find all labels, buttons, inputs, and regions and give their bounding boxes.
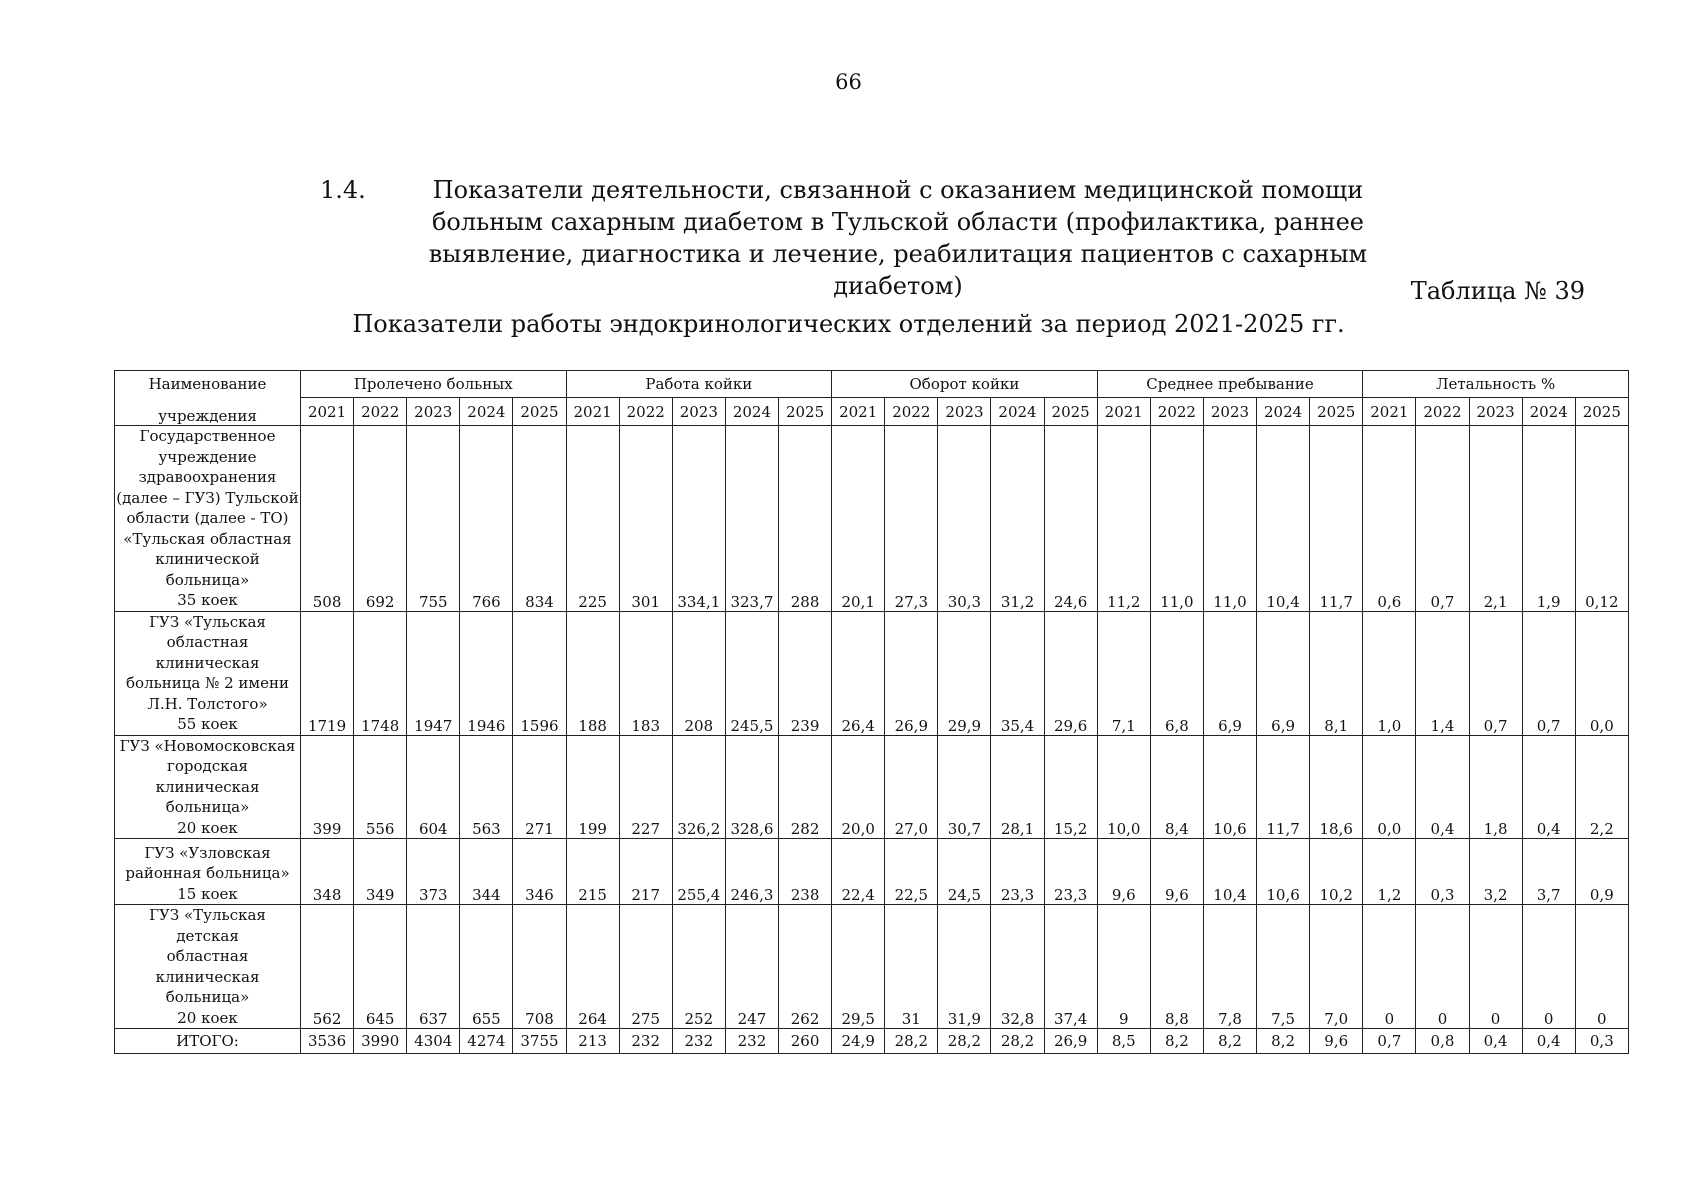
value-cell: 239 (778, 611, 831, 735)
value-cell: 1719 (301, 611, 354, 735)
year-header: 2024 (460, 398, 513, 426)
value-cell: 0,12 (1575, 426, 1628, 612)
value-cell: 349 (354, 839, 407, 905)
year-header: 2021 (301, 398, 354, 426)
table-caption: Показатели работы эндокринологических отделений за период 2021-2025 гг. (352, 310, 1345, 338)
value-cell: 0,4 (1522, 735, 1575, 839)
table-row (115, 611, 1629, 735)
value-cell: 10,6 (1257, 839, 1310, 905)
value-cell: 604 (407, 735, 460, 839)
value-cell: 245,5 (725, 611, 778, 735)
value-cell: 246,3 (725, 839, 778, 905)
value-cell: 10,4 (1203, 839, 1256, 905)
value-cell: 255,4 (672, 839, 725, 905)
value-cell: 22,5 (885, 839, 938, 905)
value-cell: 645 (354, 905, 407, 1029)
total-value-cell: 213 (566, 1029, 619, 1054)
value-cell: 26,9 (885, 611, 938, 735)
year-header: 2022 (619, 398, 672, 426)
value-cell: 1748 (354, 611, 407, 735)
total-value-cell: 8,2 (1203, 1029, 1256, 1054)
value-cell: 563 (460, 735, 513, 839)
value-cell: 8,1 (1310, 611, 1363, 735)
value-cell: 11,7 (1310, 426, 1363, 612)
institution-name-cell: ГУЗ «Узловская районная больница» 15 коек (115, 839, 301, 905)
year-header: 2021 (832, 398, 885, 426)
value-cell: 834 (513, 426, 566, 612)
value-cell: 1,4 (1416, 611, 1469, 735)
value-cell: 11,0 (1203, 426, 1256, 612)
value-cell: 8,4 (1150, 735, 1203, 839)
value-cell: 31,2 (991, 426, 1044, 612)
value-cell: 215 (566, 839, 619, 905)
year-header: 2023 (1203, 398, 1256, 426)
value-cell: 0 (1522, 905, 1575, 1029)
value-cell: 348 (301, 839, 354, 905)
value-cell: 183 (619, 611, 672, 735)
year-header: 2023 (938, 398, 991, 426)
total-value-cell: 28,2 (991, 1029, 1044, 1054)
value-cell: 708 (513, 905, 566, 1029)
year-header: 2024 (725, 398, 778, 426)
value-cell: 10,0 (1097, 735, 1150, 839)
value-cell: 9,6 (1150, 839, 1203, 905)
total-value-cell: 28,2 (885, 1029, 938, 1054)
institution-header-bottom: учреждения (158, 407, 257, 425)
value-cell: 0,6 (1363, 426, 1416, 612)
total-value-cell: 9,6 (1310, 1029, 1363, 1054)
institution-name-cell: ГУЗ «Тульская областная клиническая больница № 2 имени Л.Н. Толстого» 55 коек (115, 611, 301, 735)
value-cell: 399 (301, 735, 354, 839)
year-header: 2025 (778, 398, 831, 426)
table-group-header-row (115, 371, 1629, 398)
year-header: 2024 (1257, 398, 1310, 426)
value-cell: 28,1 (991, 735, 1044, 839)
value-cell: 238 (778, 839, 831, 905)
value-cell: 35,4 (991, 611, 1044, 735)
value-cell: 7,8 (1203, 905, 1256, 1029)
value-cell: 18,6 (1310, 735, 1363, 839)
value-cell: 282 (778, 735, 831, 839)
value-cell: 9,6 (1097, 839, 1150, 905)
year-header: 2022 (354, 398, 407, 426)
value-cell: 692 (354, 426, 407, 612)
year-header: 2022 (1416, 398, 1469, 426)
value-cell: 0 (1363, 905, 1416, 1029)
table-body (115, 426, 1629, 1054)
value-cell: 20,0 (832, 735, 885, 839)
value-cell: 0,7 (1416, 426, 1469, 612)
value-cell: 0,3 (1416, 839, 1469, 905)
section-heading (320, 174, 1400, 302)
value-cell: 10,2 (1310, 839, 1363, 905)
year-header: 2025 (513, 398, 566, 426)
total-value-cell: 4304 (407, 1029, 460, 1054)
value-cell: 1946 (460, 611, 513, 735)
value-cell: 32,8 (991, 905, 1044, 1029)
value-cell: 755 (407, 426, 460, 612)
total-value-cell: 0,4 (1522, 1029, 1575, 1054)
value-cell: 217 (619, 839, 672, 905)
total-label: ИТОГО: (115, 1029, 301, 1054)
value-cell: 23,3 (1044, 839, 1097, 905)
total-value-cell: 232 (725, 1029, 778, 1054)
table-number: Таблица № 39 (1410, 277, 1585, 305)
value-cell: 15,2 (1044, 735, 1097, 839)
value-cell: 247 (725, 905, 778, 1029)
value-cell: 1,9 (1522, 426, 1575, 612)
value-cell: 373 (407, 839, 460, 905)
hospital-indicators-table (114, 370, 1629, 1054)
total-value-cell: 26,9 (1044, 1029, 1097, 1054)
page-number: 66 (835, 70, 862, 94)
institution-name-cell: ГУЗ «Новомосковская городская клиническая больница» 20 коек (115, 735, 301, 839)
total-value-cell: 8,2 (1257, 1029, 1310, 1054)
value-cell: 766 (460, 426, 513, 612)
total-value-cell: 3755 (513, 1029, 566, 1054)
group-header: Оборот койки (832, 371, 1098, 398)
value-cell: 346 (513, 839, 566, 905)
value-cell: 326,2 (672, 735, 725, 839)
value-cell: 20,1 (832, 426, 885, 612)
value-cell: 0,0 (1363, 735, 1416, 839)
value-cell: 275 (619, 905, 672, 1029)
value-cell: 24,6 (1044, 426, 1097, 612)
value-cell: 29,9 (938, 611, 991, 735)
year-header: 2025 (1044, 398, 1097, 426)
year-header: 2025 (1310, 398, 1363, 426)
value-cell: 556 (354, 735, 407, 839)
value-cell: 6,9 (1257, 611, 1310, 735)
value-cell: 271 (513, 735, 566, 839)
group-header: Пролечено больных (301, 371, 567, 398)
value-cell: 6,9 (1203, 611, 1256, 735)
value-cell: 264 (566, 905, 619, 1029)
group-header: Работа койки (566, 371, 832, 398)
value-cell: 225 (566, 426, 619, 612)
total-value-cell: 260 (778, 1029, 831, 1054)
value-cell: 208 (672, 611, 725, 735)
value-cell: 0,0 (1575, 611, 1628, 735)
total-value-cell: 8,2 (1150, 1029, 1203, 1054)
total-value-cell: 0,4 (1469, 1029, 1522, 1054)
value-cell: 11,2 (1097, 426, 1150, 612)
value-cell: 7,1 (1097, 611, 1150, 735)
value-cell: 301 (619, 426, 672, 612)
value-cell: 24,5 (938, 839, 991, 905)
value-cell: 1,2 (1363, 839, 1416, 905)
value-cell: 0 (1416, 905, 1469, 1029)
value-cell: 188 (566, 611, 619, 735)
value-cell: 344 (460, 839, 513, 905)
value-cell: 11,0 (1150, 426, 1203, 612)
value-cell: 1,0 (1363, 611, 1416, 735)
total-value-cell: 28,2 (938, 1029, 991, 1054)
year-header: 2021 (1097, 398, 1150, 426)
year-header: 2021 (1363, 398, 1416, 426)
value-cell: 252 (672, 905, 725, 1029)
value-cell: 2,2 (1575, 735, 1628, 839)
year-header: 2022 (885, 398, 938, 426)
value-cell: 7,0 (1310, 905, 1363, 1029)
value-cell: 30,3 (938, 426, 991, 612)
value-cell: 10,4 (1257, 426, 1310, 612)
value-cell: 29,5 (832, 905, 885, 1029)
year-header: 2023 (407, 398, 460, 426)
value-cell: 10,6 (1203, 735, 1256, 839)
value-cell: 0 (1469, 905, 1522, 1029)
value-cell: 3,2 (1469, 839, 1522, 905)
institution-column-header (115, 371, 301, 426)
total-value-cell: 8,5 (1097, 1029, 1150, 1054)
value-cell: 562 (301, 905, 354, 1029)
value-cell: 262 (778, 905, 831, 1029)
value-cell: 227 (619, 735, 672, 839)
value-cell: 22,4 (832, 839, 885, 905)
section-number: 1.4. (320, 176, 366, 204)
value-cell: 334,1 (672, 426, 725, 612)
value-cell: 9 (1097, 905, 1150, 1029)
value-cell: 29,6 (1044, 611, 1097, 735)
table-row (115, 839, 1629, 905)
year-header: 2021 (566, 398, 619, 426)
table-row (115, 905, 1629, 1029)
value-cell: 0 (1575, 905, 1628, 1029)
total-value-cell: 0,8 (1416, 1029, 1469, 1054)
value-cell: 11,7 (1257, 735, 1310, 839)
value-cell: 31,9 (938, 905, 991, 1029)
year-header: 2023 (672, 398, 725, 426)
value-cell: 199 (566, 735, 619, 839)
value-cell: 8,8 (1150, 905, 1203, 1029)
total-value-cell: 0,3 (1575, 1029, 1628, 1054)
value-cell: 1947 (407, 611, 460, 735)
table-year-header-row (115, 398, 1629, 426)
year-header: 2023 (1469, 398, 1522, 426)
value-cell: 27,3 (885, 426, 938, 612)
group-header: Летальность % (1363, 371, 1629, 398)
value-cell: 508 (301, 426, 354, 612)
year-header: 2024 (1522, 398, 1575, 426)
value-cell: 6,8 (1150, 611, 1203, 735)
institution-name-cell: Государственное учреждение здравоохранения (далее – ГУЗ) Тульской области (далее - ТО) «Тульская областная клинической больница» 35 коек (116, 427, 299, 609)
value-cell: 328,6 (725, 735, 778, 839)
total-value-cell: 232 (672, 1029, 725, 1054)
value-cell: 0,9 (1575, 839, 1628, 905)
value-cell: 23,3 (991, 839, 1044, 905)
year-header: 2024 (991, 398, 1044, 426)
value-cell: 1596 (513, 611, 566, 735)
value-cell: 1,8 (1469, 735, 1522, 839)
total-value-cell: 232 (619, 1029, 672, 1054)
value-cell: 323,7 (725, 426, 778, 612)
section-title: Показатели деятельности, связанной с оказанием медицинской помощи больным сахарным диабетом в Тульской области (профилактика, раннее выявление, диагностика и лечение, реабилитация пациентов с сахарным диабетом) (428, 176, 1368, 300)
total-value-cell: 4274 (460, 1029, 513, 1054)
value-cell: 288 (778, 426, 831, 612)
institution-name-cell: ГУЗ «Тульская детская областная клиническая больница» 20 коек (115, 905, 301, 1029)
year-header: 2022 (1150, 398, 1203, 426)
value-cell: 637 (407, 905, 460, 1029)
value-cell: 30,7 (938, 735, 991, 839)
total-value-cell: 3536 (301, 1029, 354, 1054)
year-header: 2025 (1575, 398, 1628, 426)
value-cell: 7,5 (1257, 905, 1310, 1029)
value-cell: 2,1 (1469, 426, 1522, 612)
table-row (115, 735, 1629, 839)
institution-header-top: Наименование (148, 375, 267, 393)
value-cell: 0,7 (1522, 611, 1575, 735)
total-value-cell: 24,9 (832, 1029, 885, 1054)
value-cell: 3,7 (1522, 839, 1575, 905)
value-cell: 0,4 (1416, 735, 1469, 839)
total-value-cell: 3990 (354, 1029, 407, 1054)
value-cell: 0,7 (1469, 611, 1522, 735)
total-value-cell: 0,7 (1363, 1029, 1416, 1054)
value-cell: 27,0 (885, 735, 938, 839)
table-row (115, 426, 1629, 612)
group-header: Среднее пребывание (1097, 371, 1363, 398)
value-cell: 26,4 (832, 611, 885, 735)
total-row (115, 1029, 1629, 1054)
value-cell: 37,4 (1044, 905, 1097, 1029)
value-cell: 655 (460, 905, 513, 1029)
value-cell: 31 (885, 905, 938, 1029)
